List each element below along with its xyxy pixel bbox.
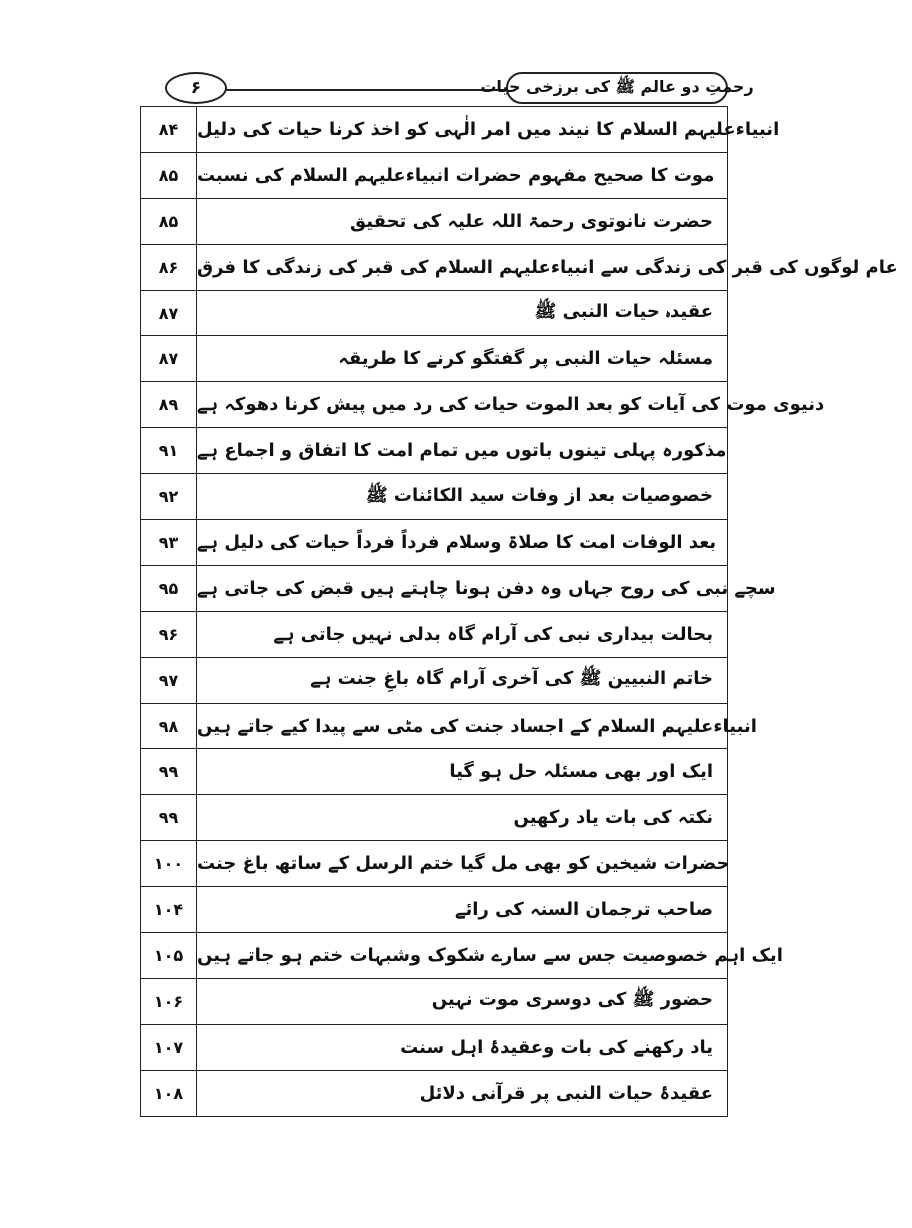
toc-entry-title: بحالت بیداری نبی کی آرام گاہ بدلی نہیں جاتی ہے — [273, 623, 713, 645]
toc-page-number: ۸۹ — [141, 382, 197, 427]
toc-entry-title: نکتہ کی بات یاد رکھیں — [513, 807, 713, 829]
table-of-contents — [140, 106, 898, 1117]
toc-page-number: ۹۲ — [141, 474, 197, 519]
toc-entry-title: ایک اور بھی مسئلہ حل ہو گیا — [449, 761, 713, 783]
toc-row — [141, 291, 727, 337]
toc-row — [141, 566, 776, 612]
toc-page-number: ۸۴ — [141, 107, 197, 152]
toc-row — [141, 841, 730, 887]
toc-row — [141, 245, 898, 291]
toc-row — [141, 1071, 727, 1117]
toc-row — [141, 979, 727, 1025]
toc-row — [141, 382, 825, 428]
toc-entry-title: موت کا صحیح مفہوم حضرات انبیاءعلیہم السلام کی نسبت — [197, 164, 715, 186]
toc-entry-title: مسئلہ حیات النبی پر گفتگو کرنے کا طریقہ — [338, 348, 713, 370]
toc-row — [141, 107, 780, 153]
toc-entry-title: دنیوی موت کی آیات کو بعد الموت حیات کی رد میں پیش کرنا دھوکہ ہے — [197, 394, 825, 416]
toc-page-number: ۱۰۵ — [141, 933, 197, 978]
toc-page-number: ۸۷ — [141, 336, 197, 381]
toc-row — [141, 795, 727, 841]
toc-entry-title: سچے نبی کی روح جہاں وہ دفن ہونا چاہتے ہیں قبض کی جاتی ہے — [197, 577, 776, 599]
toc-page-number: ۹۹ — [141, 795, 197, 840]
header-divider — [225, 89, 518, 91]
toc-entry-title: عام لوگوں کی قبر کی زندگی سے انبیاءعلیہم السلام کی قبر کی زندگی کا فرق — [197, 256, 898, 278]
toc-page-number: ۹۵ — [141, 566, 197, 611]
toc-entry-title: انبیاءعلیہم السلام کے اجساد جنت کی مٹی سے پیدا کیے جاتے ہیں — [197, 715, 757, 737]
toc-page-number: ۹۳ — [141, 520, 197, 565]
toc-page-number: ۸۵ — [141, 199, 197, 244]
toc-row — [141, 520, 727, 566]
toc-page-number: ۹۱ — [141, 428, 197, 473]
toc-row — [141, 612, 727, 658]
toc-page-number: ۹۷ — [141, 658, 197, 703]
toc-page-number: ۱۰۶ — [141, 979, 197, 1024]
toc-entry-title: یاد رکھنے کی بات وعقیدۂ اہل سنت — [400, 1036, 713, 1058]
toc-page-number: ۱۰۸ — [141, 1071, 197, 1116]
toc-row — [141, 336, 727, 382]
running-title: رحمتِ دو عالم ﷺ کی برزخی حیات — [506, 72, 728, 104]
toc-page-number: ۹۶ — [141, 612, 197, 657]
toc-row — [141, 153, 727, 199]
toc-page-number: ۸۶ — [141, 245, 197, 290]
toc-entry-title: مذکورہ پہلی تینوں باتوں میں تمام امت کا اتفاق و اجماع ہے — [197, 440, 727, 462]
toc-entry-title: بعد الوفات امت کا صلاۃ وسلام فرداً فرداً حیات کی دلیل ہے — [197, 531, 717, 553]
toc-entry-title: خصوصیات بعد از وفات سید الکائنات ﷺ — [365, 484, 713, 506]
toc-entry-title: ایک اہم خصوصیت جس سے سارے شکوک وشبہات ختم ہو جاتے ہیں — [197, 944, 783, 966]
toc-row — [141, 199, 727, 245]
toc-row — [141, 1025, 727, 1071]
toc-row — [141, 428, 727, 474]
toc-entry-title: عقیدۂ حیات النبی پر قرآنی دلائل — [419, 1082, 713, 1104]
toc-entry-title: عقیدہ حیات النبی ﷺ — [534, 301, 713, 322]
toc-page-number: ۹۸ — [141, 704, 197, 749]
toc-entry-title: صاحب ترجمان السنہ کی رائے — [454, 899, 713, 921]
toc-page-number: ۹۹ — [141, 749, 197, 794]
toc-row — [141, 887, 727, 933]
page-number: ۶ — [165, 72, 227, 104]
toc-row — [141, 933, 783, 979]
toc-row — [141, 749, 727, 795]
toc-page-number: ۸۵ — [141, 153, 197, 198]
toc-page-number: ۸۷ — [141, 291, 197, 336]
toc-entry-title: انبیاءعلیہم السلام کا نیند میں امر الٰہی کو اخذ کرنا حیات کی دلیل — [197, 118, 780, 140]
page-header — [140, 72, 754, 106]
toc-row — [141, 658, 727, 704]
toc-entry-title: حضرت نانوتوی رحمۃ اللہ علیہ کی تحقیق — [350, 210, 713, 232]
toc-row — [141, 474, 727, 520]
toc-page-number: ۱۰۰ — [141, 841, 197, 886]
toc-page-number: ۱۰۴ — [141, 887, 197, 932]
toc-page-number: ۱۰۷ — [141, 1025, 197, 1070]
toc-entry-title: حضور ﷺ کی دوسری موت نہیں — [431, 989, 713, 1011]
toc-entry-title: حضرات شیخین کو بھی مل گیا ختم الرسل کے ساتھ باغ جنت — [197, 853, 730, 875]
toc-entry-title: خاتم النبیین ﷺ کی آخری آرام گاہ باغِ جنت ہے — [310, 668, 713, 690]
toc-row — [141, 704, 757, 750]
